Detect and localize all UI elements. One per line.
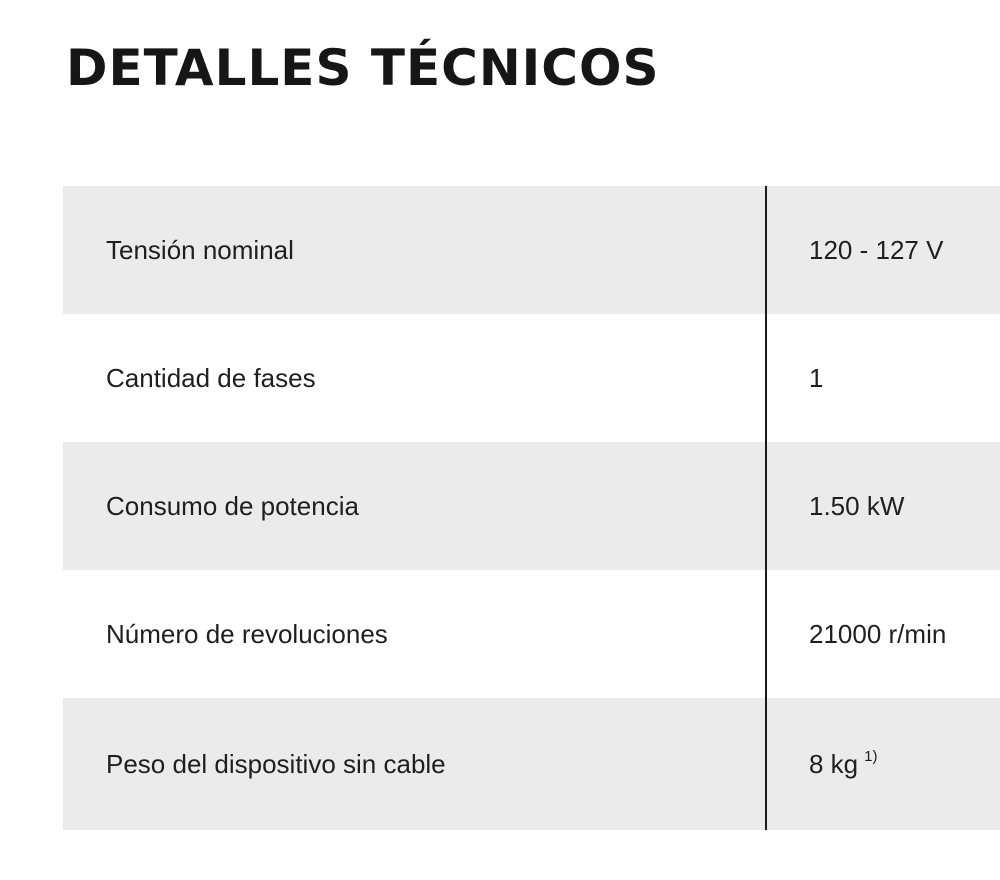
spec-value: 1.50 kW: [809, 490, 905, 521]
specs-table: [63, 186, 1000, 830]
spec-value: 8 kg: [809, 748, 859, 779]
spec-label: Peso del dispositivo sin cable: [106, 748, 446, 779]
spec-value: 120 - 127 V: [809, 234, 944, 265]
spec-row-rated-voltage: [63, 186, 1000, 314]
spec-label: Tensión nominal: [106, 234, 294, 265]
spec-row-rotation-speed: [63, 570, 1000, 698]
footnote-marker: 1): [864, 747, 878, 765]
spec-value: 1: [809, 362, 824, 393]
spec-value-with-footnote: [766, 698, 1000, 830]
spec-label: Consumo de potencia: [106, 490, 359, 521]
spec-row-power-consumption: [63, 442, 1000, 570]
column-divider: [765, 186, 767, 830]
spec-row-phases: [63, 314, 1000, 442]
spec-value: 21000 r/min: [809, 618, 947, 649]
spec-label: Cantidad de fases: [106, 362, 316, 393]
spec-label: Número de revoluciones: [106, 618, 388, 649]
section-title: DETALLES TÉCNICOS: [66, 39, 660, 97]
spec-row-weight: [63, 698, 1000, 830]
